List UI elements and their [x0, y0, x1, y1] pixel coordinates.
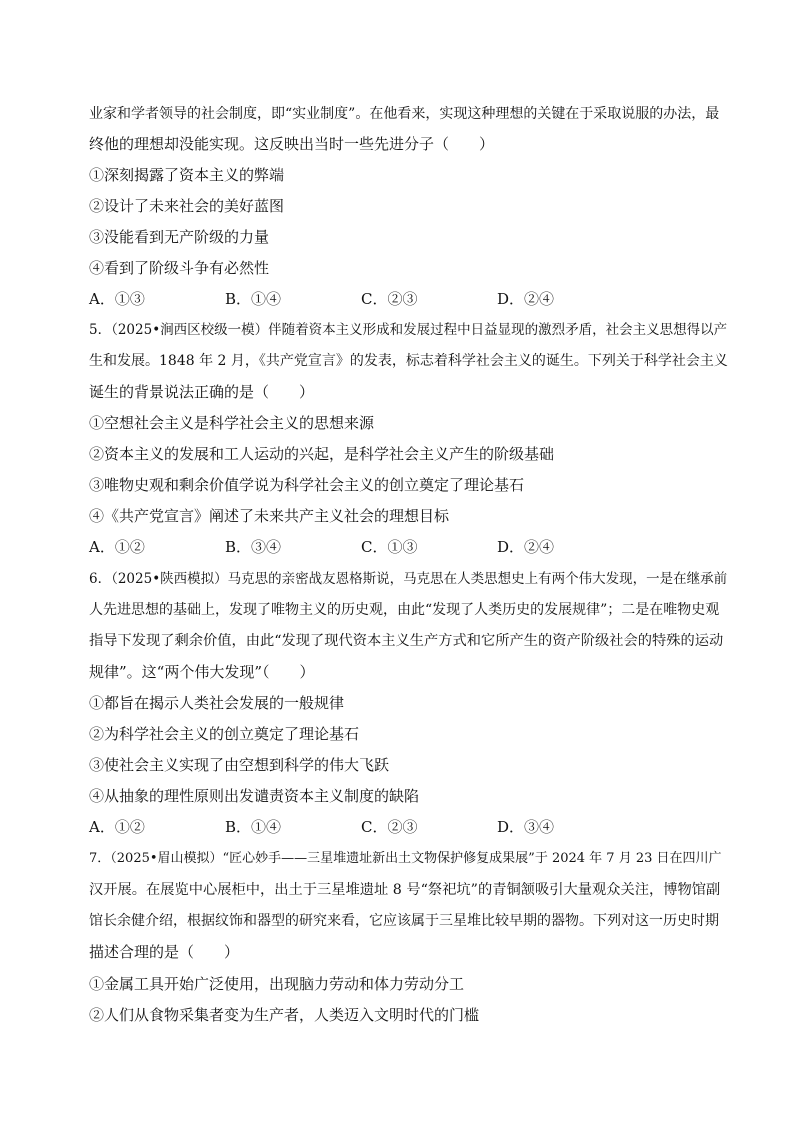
q5-statement-4: ④《共产党宣言》阐述了未来共产主义社会的理想目标: [89, 507, 450, 525]
choice-a[interactable]: A．①③: [89, 290, 145, 308]
q7-line-2: 汉开展。在展览中心展柜中，出土于三星堆遗址 8 号“祭祀坑”的青铜颔吸引大量观众关注，博物馆副: [89, 882, 721, 898]
q6-line-1: 6．（2025•陕西模拟）马克思的亲密战友恩格斯说，马克思在人类思想史上有两个伟大发现，一是在继承前: [89, 571, 728, 587]
q5-line-1: 5．（2025•涧西区校级一模）伴随着资本主义形成和发展过程中日益显现的激烈矛盾，社会主义思想得以产: [89, 322, 728, 338]
choice-a[interactable]: A．①②: [89, 818, 145, 836]
choice-d[interactable]: D．②④: [497, 290, 555, 308]
choice-d[interactable]: D．②④: [497, 538, 555, 556]
choice-a[interactable]: A．①②: [89, 538, 145, 556]
q6-statement-4: ④从抽象的理性原则出发谴责资本主义制度的缺陷: [89, 787, 420, 805]
intro-line-1: 业家和学者领导的社会制度，即“实业制度”。在他看来，实现这种理想的关键在于采取说服的办法，最: [89, 106, 720, 122]
q7-line-1: 7．（2025•眉山模拟）“匠心妙手——三星堆遗址新出土文物保护修复成果展”于 2024 年 7 月 23 日在四川广: [89, 851, 722, 866]
choice-b[interactable]: B．①④: [225, 290, 282, 308]
intro-statement-2: ②设计了未来社会的美好蓝图: [89, 197, 285, 215]
choice-c[interactable]: C．②③: [361, 290, 418, 308]
q5-line-2: 生和发展。1848 年 2 月，《共产党宣言》的发表，标志着科学社会主义的诞生。下列关于科学社会主义: [89, 353, 728, 369]
intro-choices: [89, 289, 729, 309]
q6-statement-3: ③使社会主义实现了由空想到科学的伟大飞跃: [89, 756, 390, 774]
q6-line-2: 人先进思想的基础上，发现了唯物主义的历史观，由此“发现了人类历史的发展规律”；二是在唯物史观: [89, 602, 720, 618]
q7-line-3: 馆长余健介绍，根据纹饰和器型的研究来看，它应该属于三星堆比较早期的器物。下列对这一历史时期: [89, 913, 719, 929]
intro-line-2: 终他的理想却没能实现。这反映出当时一些先进分子（ ）: [89, 135, 495, 153]
choice-d[interactable]: D．③④: [497, 818, 555, 836]
choice-c[interactable]: C．②③: [361, 818, 418, 836]
q6-line-4: 规律”。这“两个伟大发现”（ ）: [89, 663, 315, 681]
q6-choices: [89, 817, 729, 837]
q6-line-3: 指导下发现了剩余价值，由此“发现了现代资本主义生产方式和它所产生的资产阶级社会的特殊的运动: [89, 633, 724, 649]
q7-line-4: 描述合理的是（ ）: [89, 943, 240, 961]
q5-choices: [89, 537, 729, 557]
choice-b[interactable]: B．③④: [225, 538, 282, 556]
q5-statement-2: ②资本主义的发展和工人运动的兴起，是科学社会主义产生的阶级基础: [89, 445, 555, 463]
q5-statement-3: ③唯物史观和剩余价值学说为科学社会主义的创立奠定了理论基石: [89, 476, 525, 494]
q7-statement-1: ①金属工具开始广泛使用，出现脑力劳动和体力劳动分工: [89, 975, 465, 993]
intro-statement-1: ①深刻揭露了资本主义的弊端: [89, 166, 285, 184]
q6-statement-2: ②为科学社会主义的创立奠定了理论基石: [89, 725, 360, 743]
choice-b[interactable]: B．①④: [225, 818, 282, 836]
q5-line-3: 诞生的背景说法正确的是（ ）: [89, 383, 315, 401]
intro-statement-3: ③没能看到无产阶级的力量: [89, 228, 270, 246]
choice-c[interactable]: C．①③: [361, 538, 418, 556]
q6-statement-1: ①都旨在揭示人类社会发展的一般规律: [89, 694, 345, 712]
q5-statement-1: ①空想社会主义是科学社会主义的思想来源: [89, 414, 375, 432]
intro-statement-4: ④看到了阶级斗争有必然性: [89, 259, 270, 277]
q7-statement-2: ②人们从食物采集者变为生产者，人类迈入文明时代的门槛: [89, 1006, 480, 1024]
